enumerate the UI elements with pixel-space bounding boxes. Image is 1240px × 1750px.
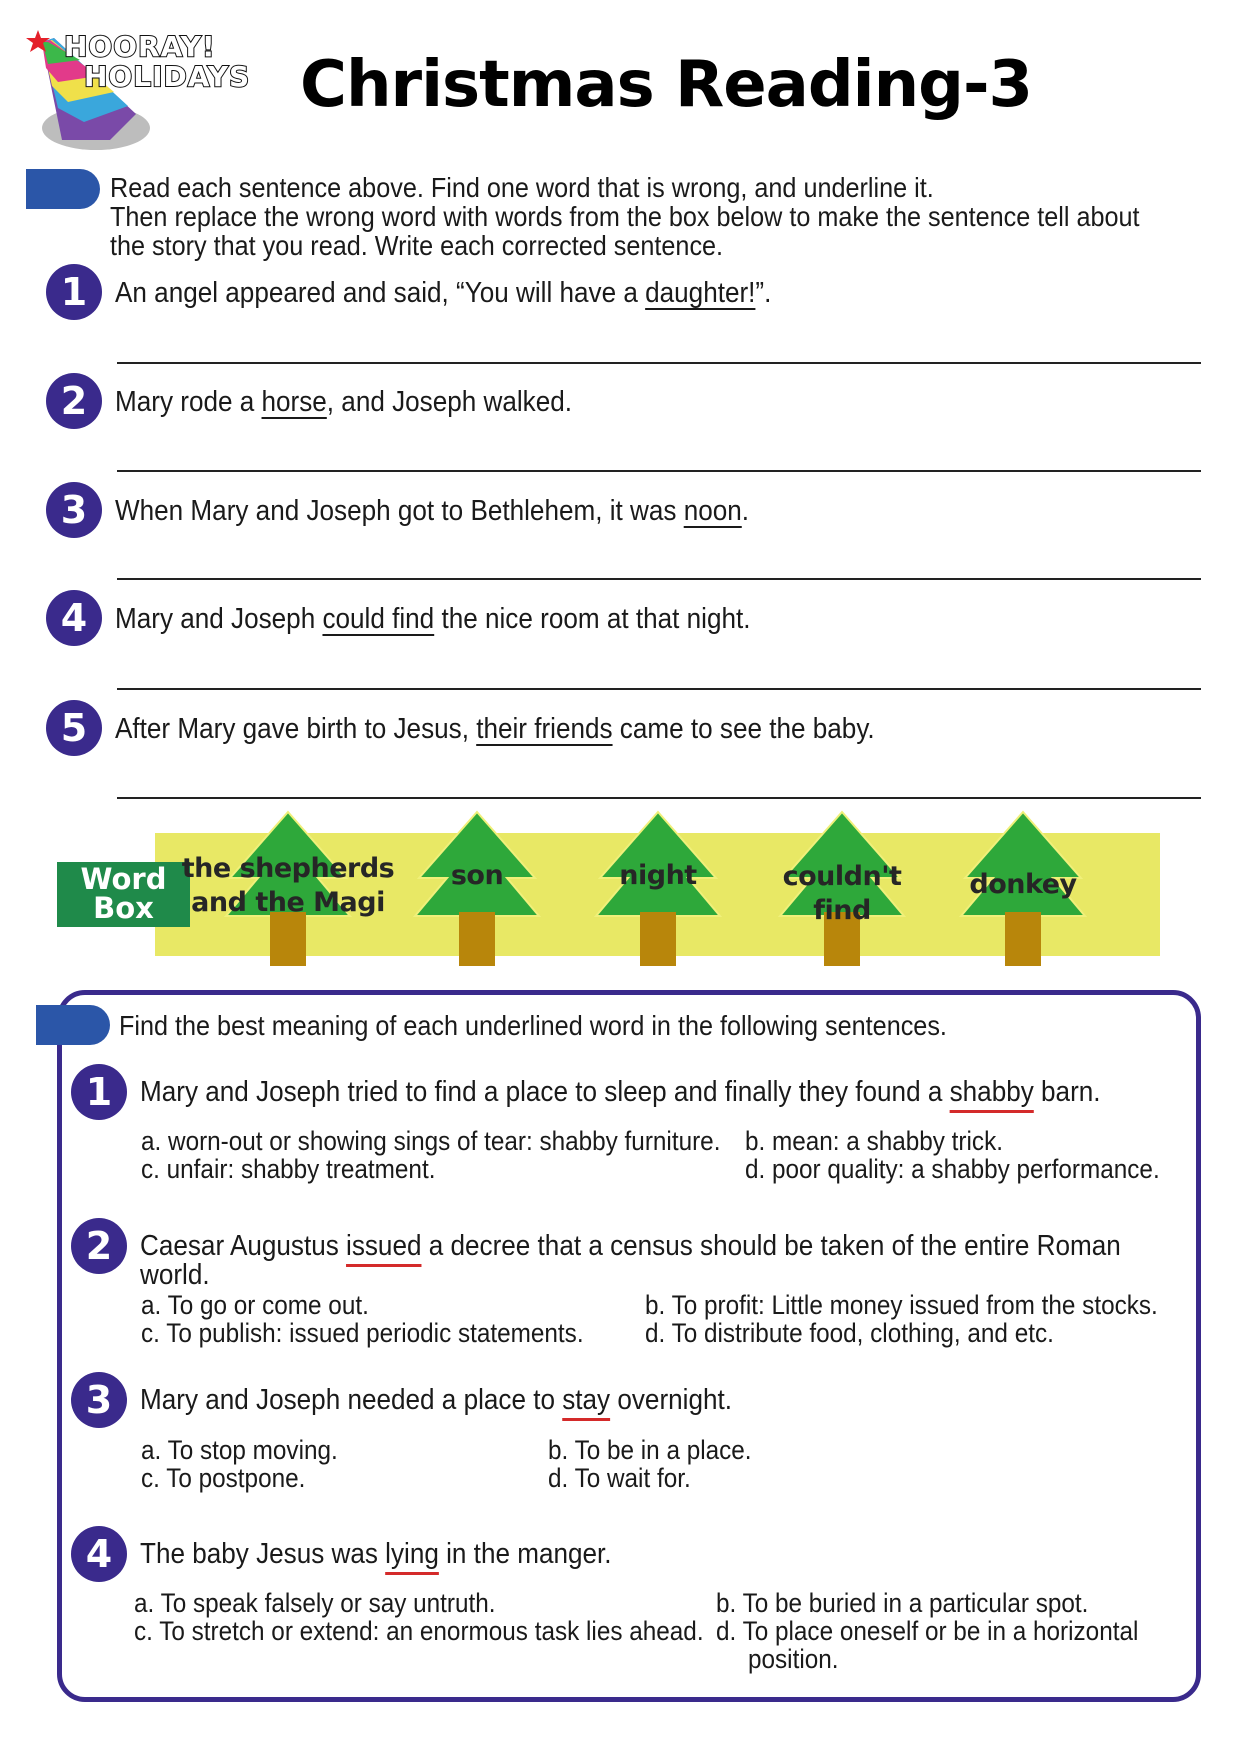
part2-question-3	[140, 1383, 732, 1417]
option-d[interactable]: d. To place oneself or be in a horizontal	[716, 1616, 1139, 1646]
answer-line-4[interactable]	[117, 688, 1201, 690]
word-box-label-line2: Box	[93, 891, 154, 925]
option-c[interactable]: c. To stretch or extend: an enormous task lies ahead.	[134, 1616, 704, 1646]
logo-text-line1: HOORAY!	[64, 30, 216, 63]
option-d[interactable]: d. poor quality: a shabby performance.	[745, 1154, 1160, 1184]
part2-question-2-line2: world.	[140, 1259, 210, 1291]
option-c[interactable]: c. unfair: shabby treatment.	[141, 1154, 436, 1184]
option-b[interactable]: b. To profit: Little money issued from the stocks.	[645, 1290, 1158, 1320]
question-number-badge: 5	[46, 700, 102, 756]
answer-line-1[interactable]	[117, 362, 1201, 364]
question-text: the nice room at that night.	[434, 603, 751, 635]
part1-question-5	[115, 712, 875, 746]
question-text: When Mary and Joseph got to Bethlehem, it was	[115, 495, 684, 527]
question-number-badge: 3	[71, 1372, 127, 1428]
question-text: Mary rode a	[115, 386, 262, 418]
word-box-word	[178, 852, 398, 920]
option-b[interactable]: b. To be in a place.	[548, 1435, 752, 1465]
word-box-word	[953, 868, 1093, 902]
option-d[interactable]: d. To wait for.	[548, 1463, 691, 1493]
part1-instruction-line3: the story that you read. Write each corrected sentence.	[110, 230, 724, 261]
word-line1: night	[619, 860, 697, 891]
question-text: The baby Jesus was	[140, 1538, 386, 1570]
underlined-word: their friends	[476, 713, 613, 745]
question-text: came to see the baby.	[612, 713, 875, 745]
option-a[interactable]: a. To speak falsely or say untruth.	[134, 1588, 496, 1618]
question-text: overnight.	[610, 1384, 732, 1416]
option-a[interactable]: a. worn-out or showing sings of tear: shabby furniture.	[141, 1126, 721, 1156]
underlined-word: noon	[683, 495, 742, 527]
question-number-badge: 3	[46, 482, 102, 538]
question-text: Mary and Joseph needed a place to	[140, 1384, 563, 1416]
word-box-word	[772, 860, 912, 928]
part2-question-1	[140, 1075, 1101, 1109]
part1-question-4	[115, 602, 750, 636]
option-a[interactable]: a. To go or come out.	[141, 1290, 369, 1320]
word-line1: the shepherds	[181, 853, 395, 884]
word-box-label	[57, 862, 190, 927]
word-line1: donkey	[969, 869, 1077, 900]
question-number-badge: 1	[71, 1064, 127, 1120]
question-text: , and Joseph walked.	[326, 386, 573, 418]
part1-question-1	[115, 276, 771, 310]
answer-line-3[interactable]	[117, 578, 1201, 580]
option-d[interactable]: d. To distribute food, clothing, and etc.	[645, 1318, 1054, 1348]
question-text: Mary and Joseph tried to find a place to sleep and finally they found a	[140, 1076, 950, 1108]
word-box-word	[407, 859, 547, 893]
part1-instruction-line2: Then replace the wrong word with words from the box below to make the sentence tell about	[110, 201, 1140, 232]
option-b[interactable]: b. mean: a shabby trick.	[745, 1126, 1003, 1156]
section-tag	[26, 169, 100, 209]
word-line1: son	[450, 860, 504, 891]
section-tag	[36, 1005, 110, 1045]
hooray-holidays-logo	[24, 22, 264, 152]
part1-question-3	[115, 494, 749, 528]
question-text: Mary and Joseph	[115, 603, 323, 635]
option-d-line2: position.	[748, 1644, 839, 1674]
question-text: After Mary gave birth to Jesus,	[115, 713, 477, 745]
question-number-badge: 2	[71, 1218, 127, 1274]
question-text: .	[741, 495, 750, 527]
part2-question-2	[140, 1229, 1121, 1263]
word-line1: couldn't	[782, 861, 902, 892]
question-text: a decree that a census should be taken of the entire Roman	[421, 1230, 1121, 1262]
underlined-word: stay	[562, 1384, 611, 1416]
underlined-word: could find	[322, 603, 435, 635]
question-text: ”.	[755, 277, 772, 309]
question-number-badge: 1	[46, 264, 102, 320]
question-text: An angel appeared and said, “You will have a	[115, 277, 646, 309]
underlined-word: daughter!	[645, 277, 756, 309]
underlined-word: shabby	[949, 1076, 1034, 1108]
option-c[interactable]: c. To publish: issued periodic statements.	[141, 1318, 584, 1348]
word-line2: and the Magi	[191, 887, 385, 918]
question-text: in the manger.	[438, 1538, 612, 1570]
option-c[interactable]: c. To postpone.	[141, 1463, 306, 1493]
part2-instruction: Find the best meaning of each underlined word in the following sentences.	[119, 1010, 947, 1041]
word-box-label-line1: Word	[80, 862, 167, 896]
page-title: Christmas Reading-3	[300, 48, 1033, 122]
question-text: barn.	[1033, 1076, 1101, 1108]
answer-line-2[interactable]	[117, 470, 1201, 472]
question-number-badge: 2	[46, 373, 102, 429]
part1-instruction-line1: Read each sentence above. Find one word that is wrong, and underline it.	[110, 172, 934, 203]
option-b[interactable]: b. To be buried in a particular spot.	[716, 1588, 1089, 1618]
word-line2: find	[813, 895, 871, 926]
underlined-word: lying	[385, 1538, 439, 1570]
word-box-word	[588, 859, 728, 893]
logo-text-line2: HOLIDAYS	[84, 60, 251, 93]
underlined-word: issued	[346, 1230, 422, 1262]
underlined-word: horse	[261, 386, 327, 418]
part1-question-2	[115, 385, 572, 419]
part2-question-4	[140, 1537, 612, 1571]
question-number-badge: 4	[46, 590, 102, 646]
question-number-badge: 4	[71, 1526, 127, 1582]
answer-line-5[interactable]	[117, 797, 1201, 799]
option-a[interactable]: a. To stop moving.	[141, 1435, 338, 1465]
question-text: Caesar Augustus	[140, 1230, 347, 1262]
